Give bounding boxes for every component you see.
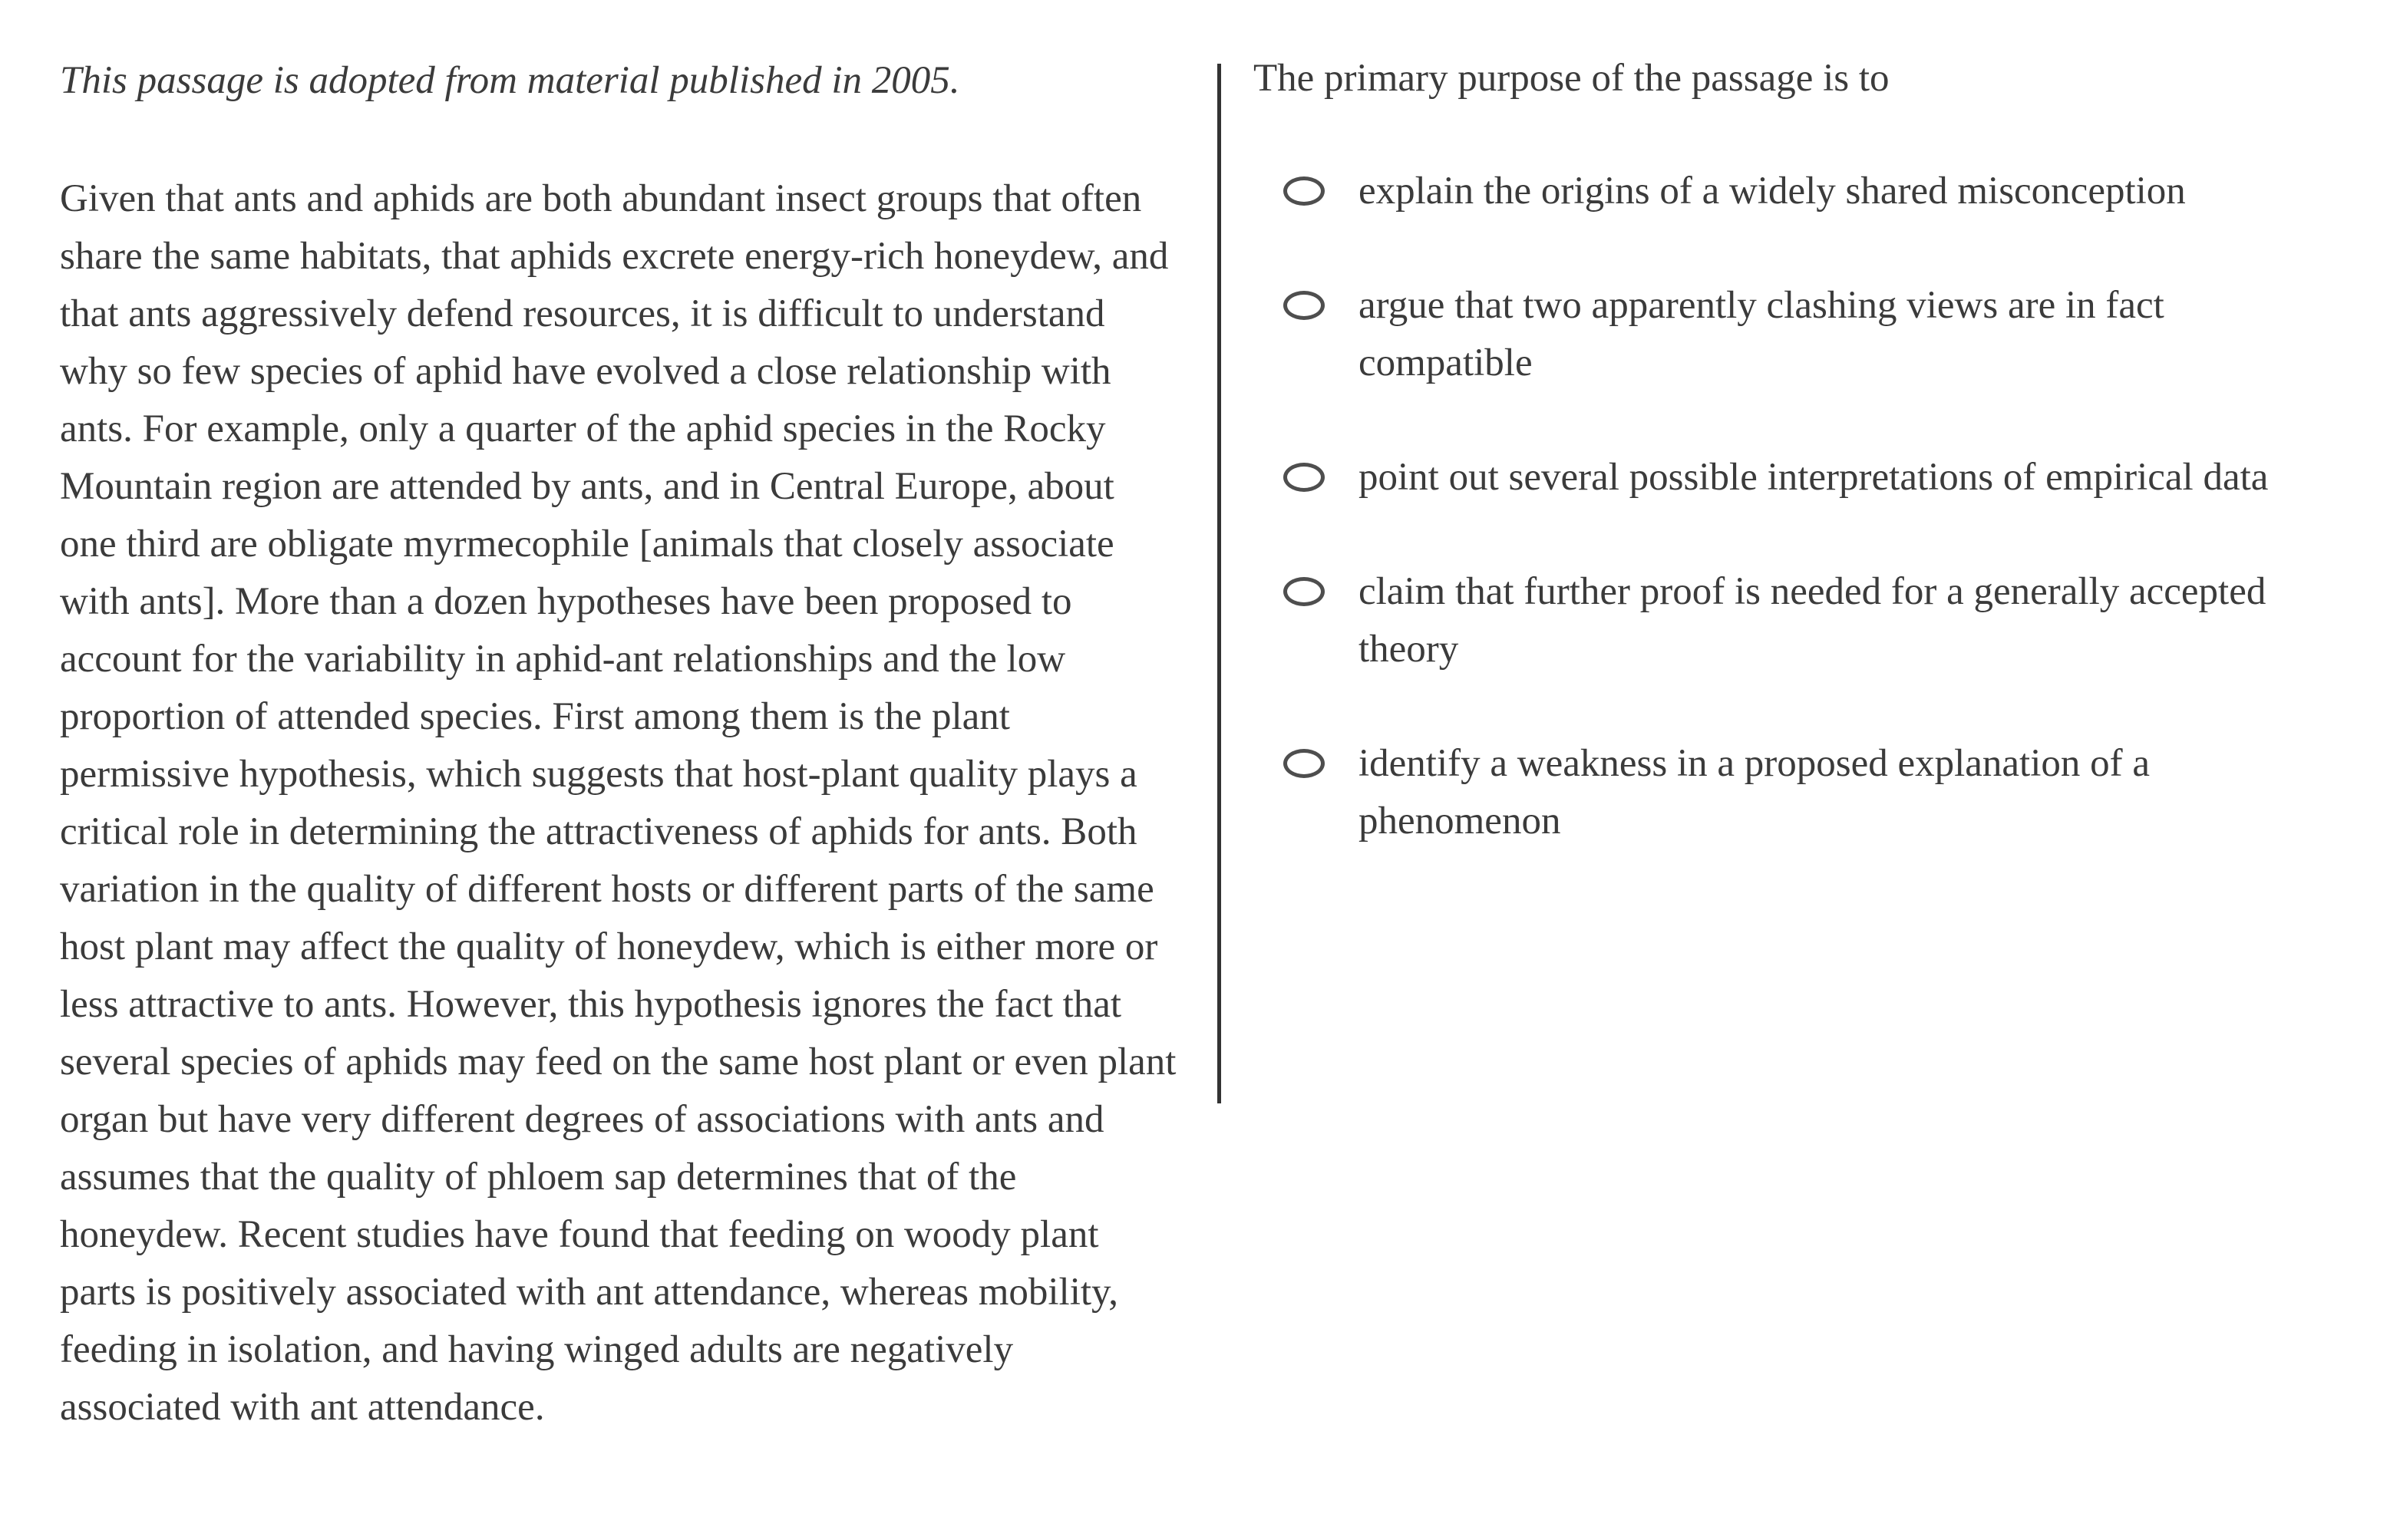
radio-button-icon[interactable] [1283, 577, 1325, 606]
answer-option-label[interactable]: claim that further proof is needed for a generally accepted theory [1358, 570, 2266, 671]
passage-source-note: This passage is adopted from material published in 2005. [60, 59, 960, 102]
answer-option-1[interactable] [1283, 163, 2281, 220]
answer-option-label[interactable]: point out several possible interpretations of empirical data [1358, 456, 2269, 499]
radio-button-icon[interactable] [1283, 749, 1325, 778]
answer-option-4[interactable] [1283, 563, 2281, 678]
question-stem: The primary purpose of the passage is to [1253, 57, 1890, 100]
passage-text: Given that ants and aphids are both abundant insect groups that often share the same habitats, that aphids excrete energy-rich honeydew, and that ants aggressively defend resources, it is difficult to understand why so few species of aphid have evolved a close relationship with ants. For example, only a quarter of the aphid species in the Rocky Mountain region are attended by ants, and in Central Europe, about one third are obligate myrmecophile [animals that closely associate with ants]. More than a dozen hypotheses have been proposed to account for the variability in aphid-ant relationships and the low proportion of attended species. First among them is the plant permissive hypothesis, which suggests that host-plant quality plays a critical role in determining the attractiveness of aphids for ants. Both variation in the quality of different hosts or different parts of the same host plant may affect the quality of honeydew, which is either more or less attractive to ants. However, this hypothesis ignores the fact that several species of aphids may feed on the same host plant or even plant organ but have very different degrees of associations with ants and assumes that the quality of phloem sap determines that of the honeydew. Recent studies have found that feeding on woody plant parts is positively associated with ant attendance, whereas mobility, feeding in isolation, and having winged adults are negatively associated with ant attendance. [60, 177, 1177, 1429]
answer-option-label[interactable]: explain the origins of a widely shared misconception [1358, 170, 2186, 213]
answer-option-label[interactable]: argue that two apparently clashing views are in fact compatible [1358, 284, 2164, 384]
answer-options [1283, 163, 2281, 907]
answer-option-label[interactable]: identify a weakness in a proposed explanation of a phenomenon [1358, 742, 2151, 843]
radio-button-icon[interactable] [1283, 291, 1325, 320]
column-divider [1217, 64, 1221, 1103]
radio-button-icon[interactable] [1283, 176, 1325, 206]
answer-option-5[interactable] [1283, 735, 2281, 850]
radio-button-icon[interactable] [1283, 463, 1325, 492]
answer-option-2[interactable] [1283, 277, 2281, 392]
answer-option-3[interactable] [1283, 449, 2281, 506]
